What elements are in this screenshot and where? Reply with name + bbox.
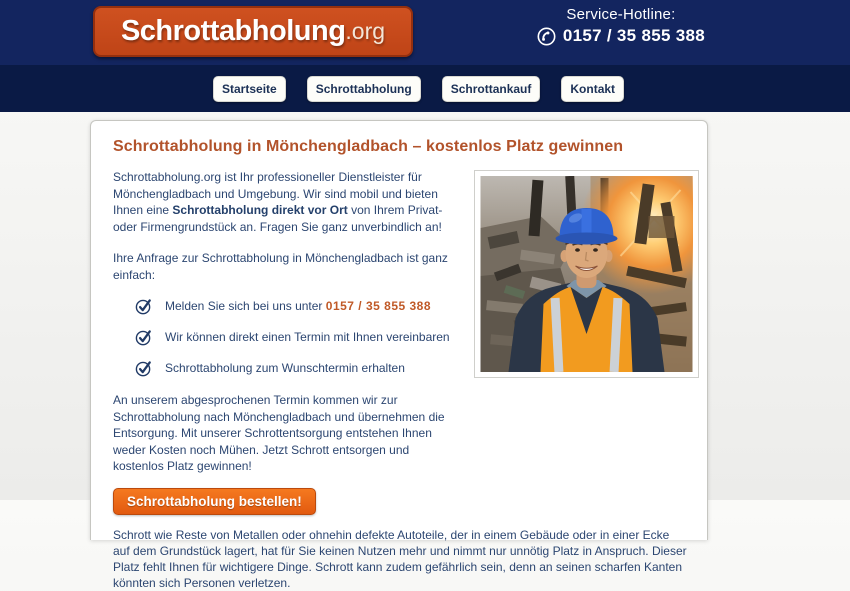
checklist-text: Schrottabholung zum Wunschtermin erhalten (165, 361, 405, 375)
request-line: Ihre Anfrage zur Schrottabholung in Mönchengladbach ist ganz einfach: (113, 251, 448, 282)
intro-bold: Schrottabholung direkt vor Ort (172, 203, 348, 217)
hotline-number[interactable]: 0157 / 35 855 388 (562, 26, 705, 45)
order-pickup-button[interactable]: Schrottabholung bestellen! (113, 488, 316, 515)
intro-paragraph (113, 169, 461, 235)
nav-item-kontakt[interactable]: Kontakt (561, 76, 624, 102)
checklist-text: Melden Sie sich bei uns unter (165, 299, 326, 313)
logo-brand-text: Schrottabholung (120, 15, 346, 47)
hotline-block (537, 6, 705, 46)
intro-text-2: von Ihrem Privat- oder Firmengrundstück an. Fragen Sie ganz unverbindlich an! (113, 203, 443, 234)
phone-icon (537, 27, 556, 46)
nav-item-startseite[interactable]: Startseite (213, 76, 286, 102)
page-title: Schrottabholung in Mönchengladbach – kostenlos Platz gewinnen (113, 138, 624, 155)
bottom-paragraph: Schrott wie Reste von Metallen oder ohnehin defekte Autoteile, der in einem Gebäude oder in einer Ecke auf dem Grundstück lagert, hat für Sie keinen Nutzen mehr und nimmt nur unnötig Platz in Anspruch. Dieser Platz fehlt Ihnen für wichtigere Dinge. Schrott kann zudem gefährlich sein, denn an seinen scharfen Kanten könnten sich Personen verletzen. (113, 527, 687, 590)
header (0, 0, 850, 65)
checklist-item-wunschtermin (135, 361, 483, 377)
nav-item-schrottankauf[interactable]: Schrottankauf (442, 76, 541, 102)
checklist-item-phone (135, 299, 483, 315)
check-icon (135, 329, 152, 346)
checklist-item-termin (135, 330, 483, 346)
content-card (90, 120, 708, 590)
main-nav (0, 65, 850, 112)
hotline-label: Service-Hotline: (566, 6, 676, 23)
nav-item-schrottabholung[interactable]: Schrottabholung (307, 76, 421, 102)
check-icon (135, 360, 152, 377)
intro-text-1: Schrottabholung.org ist Ihr professioneller Dienstleister für Mönchengladbach und Umgebung. Wir sind mobil und bieten Ihnen eine (113, 170, 438, 217)
checklist (135, 299, 483, 377)
checklist-phone-number[interactable]: 0157 / 35 855 388 (325, 299, 432, 313)
logo[interactable] (93, 6, 413, 57)
logo-tld-text: .org (345, 18, 386, 44)
appointment-paragraph: An unserem abgesprochenen Termin kommen wir zur Schrottabholung nach Mönchengladbach und übernehmen die Entsorgung. Mit unserer Schrottentsorgung entstehen Ihnen weder Kosten noch Mühen. Jetzt Schrott entsorgen und kostenlos Platz gewinnen! (113, 393, 445, 473)
checklist-text: Wir können direkt einen Termin mit Ihnen vereinbaren (165, 330, 450, 344)
check-icon (135, 298, 152, 315)
worker-photo (474, 170, 699, 378)
